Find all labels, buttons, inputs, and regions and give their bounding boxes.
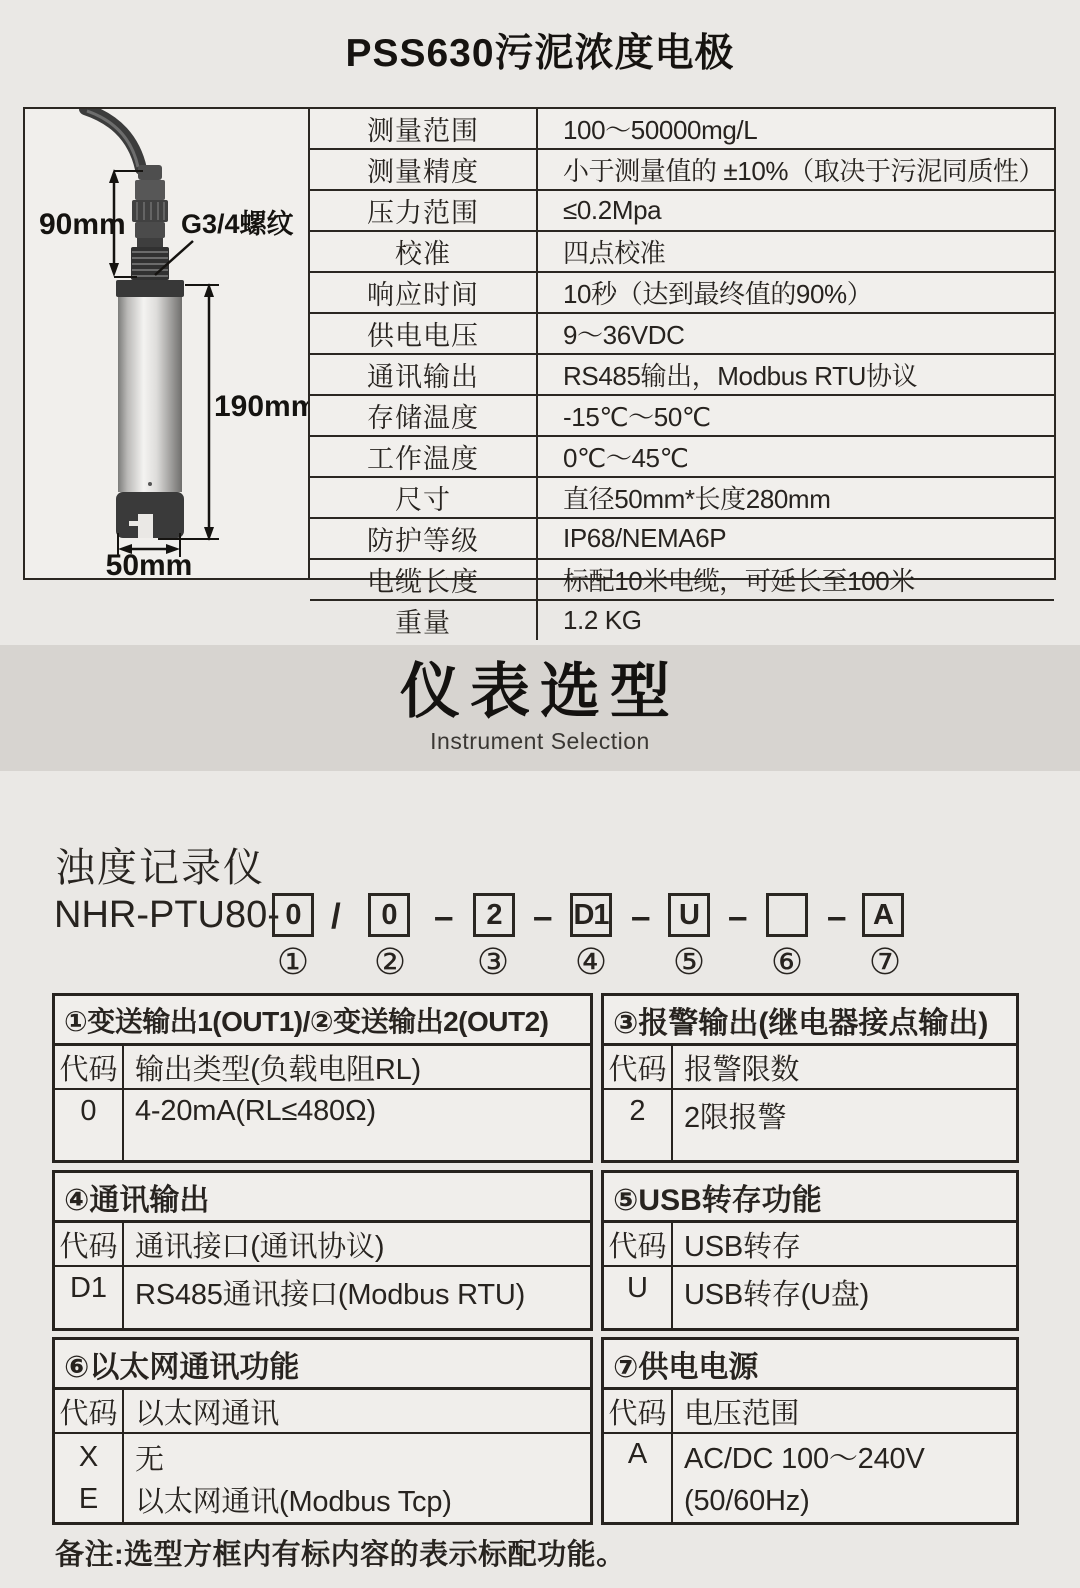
selection-subheader-row: 代码 报警限数 [604, 1046, 1016, 1090]
model-code-box-6 [766, 893, 808, 937]
selection-block-3 [52, 1337, 1019, 1525]
spec-row: 重量 1.2 KG [310, 599, 1054, 640]
model-code-separator: – [827, 897, 847, 936]
selection-header: ①变送输出1(OUT1)/②变送输出2(OUT2) [55, 996, 590, 1046]
selection-option-row: 0 4-20mA(RL≤480Ω) [55, 1090, 590, 1160]
dim-90mm-label: 90mm [39, 208, 126, 241]
selection-header: ⑤USB转存功能 [604, 1173, 1016, 1223]
model-code-box-7: A [862, 893, 904, 937]
selection-table-ethernet [52, 1337, 593, 1525]
connector [132, 165, 168, 247]
selection-option-row: U USB转存(U盘) [604, 1267, 1016, 1328]
selection-option-row: A AC/DC 100～240V (50/60Hz) [604, 1434, 1016, 1522]
selection-header: ④通讯输出 [55, 1173, 590, 1223]
position-marker-2: ② [373, 941, 407, 982]
selection-subheader-row: 代码 电压范围 [604, 1390, 1016, 1434]
selection-table-power [601, 1337, 1019, 1525]
model-code-box-3: 2 [473, 893, 515, 937]
selection-block-2 [52, 1170, 1019, 1331]
cable [85, 109, 141, 169]
spec-row: 测量范围 100～50000mg/L [310, 109, 1054, 148]
spec-row: 通讯输出 RS485输出，Modbus RTU协议 [310, 353, 1054, 394]
selection-option-row: X 无 [55, 1434, 590, 1476]
spec-row: 尺寸 直径50mm*长度280mm [310, 476, 1054, 517]
banner-subtitle: Instrument Selection [430, 727, 650, 754]
model-code-box-1: 0 [272, 893, 314, 937]
spec-row: 校准 四点校准 [310, 230, 1054, 271]
dim-50mm-label: 50mm [105, 549, 193, 578]
footnote: 备注:选型方框内有标内容的表示标配功能。 [55, 1539, 626, 1571]
spec-row: 供电电压 9～36VDC [310, 312, 1054, 353]
selection-option-row: D1 RS485通讯接口(Modbus RTU) [55, 1267, 590, 1328]
position-marker-6: ⑥ [770, 941, 804, 982]
model-code-separator: / [331, 897, 341, 936]
spec-row: 防护等级 IP68/NEMA6P [310, 517, 1054, 558]
selection-subheader-row: 代码 输出类型(负载电阻RL) [55, 1046, 590, 1090]
section-banner [0, 645, 1080, 771]
spec-row: 响应时间 10秒（达到最终值的90%） [310, 271, 1054, 312]
model-code-box-5: U [668, 893, 710, 937]
banner-title: 仪表选型 [400, 657, 680, 725]
model-code-box-4: D1 [570, 893, 612, 937]
selection-header: ⑥以太网通讯功能 [55, 1340, 590, 1390]
selection-subheader-row: 代码 USB转存 [604, 1223, 1016, 1267]
body [118, 297, 182, 492]
spec-row: 压力范围 ≤0.2Mpa [310, 189, 1054, 230]
position-marker-5: ⑤ [672, 941, 706, 982]
selection-header: ③报警输出(继电器接点输出) [604, 996, 1016, 1046]
position-marker-1: ① [276, 941, 310, 982]
spec-table [23, 107, 1056, 638]
selection-table-out1-out2 [52, 993, 593, 1163]
selection-block-1 [52, 993, 1019, 1163]
spec-rows [310, 109, 1054, 638]
model-product-name: 浊度记录仪 [55, 846, 265, 890]
position-marker-4: ④ [574, 941, 608, 982]
position-marker-7: ⑦ [868, 941, 902, 982]
probe-diagram [25, 109, 308, 578]
dim-190mm-label: 190mm [214, 390, 308, 423]
thread-label: G3/4螺纹 [181, 209, 294, 239]
selection-subheader-row: 代码 通讯接口(通讯协议) [55, 1223, 590, 1267]
spec-row: 工作温度 0℃～45℃ [310, 435, 1054, 476]
selection-subheader-row: 代码 以太网通讯 [55, 1390, 590, 1434]
selection-table-usb [601, 1170, 1019, 1331]
thread-section [131, 247, 169, 280]
spec-row: 存储温度 -15℃～50℃ [310, 394, 1054, 435]
spec-row: 电缆长度 标配10米电缆，可延长至100米 [310, 558, 1054, 599]
position-marker-3: ③ [476, 941, 510, 982]
model-code-separator: – [533, 897, 553, 936]
page-title: PSS630污泥浓度电极 [345, 32, 735, 75]
selection-header: ⑦供电电源 [604, 1340, 1016, 1390]
selection-option-row: 2 2限报警 [604, 1090, 1016, 1160]
model-code-separator: – [434, 897, 454, 936]
model-code-box-2: 0 [368, 893, 410, 937]
model-code-separator: – [728, 897, 748, 936]
model-code-separator: – [631, 897, 651, 936]
selection-table-comm [52, 1170, 593, 1331]
spec-row: 测量精度 小于测量值的 ±10%（取决于污泥同质性） [310, 148, 1054, 189]
top-cap [116, 280, 184, 297]
selection-table-alarm [601, 993, 1019, 1163]
selection-option-row: E 以太网通讯(Modbus Tcp) [55, 1476, 590, 1522]
probe-diagram-cell [25, 109, 310, 578]
bottom-cap [116, 492, 184, 538]
model-code-prefix: NHR-PTU80- [54, 894, 280, 936]
